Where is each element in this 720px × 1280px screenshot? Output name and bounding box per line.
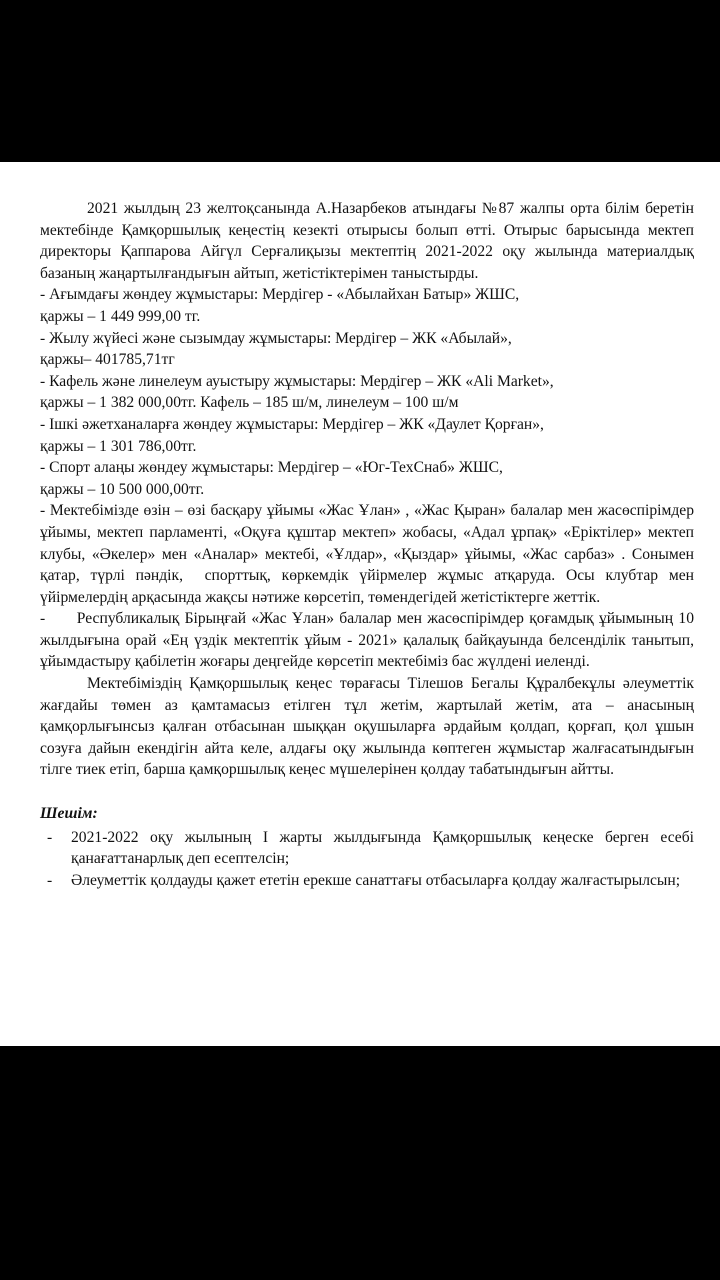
- work-item-line: - Спорт алаңы жөндеу жұмыстары: Мердігер – «Юг-ТехСнаб» ЖШС,: [40, 459, 503, 477]
- work-item-cost: қаржы – 10 500 000,00тг.: [40, 480, 205, 498]
- decision-text: Әлеуметтік қолдауды қажет ететін ерекше санаттағы отбасыларға қолдау жалғастырылсын;: [71, 871, 681, 889]
- intro-paragraph: 2021 жылдың 23 желтоқсанында А.Назарбеков атындағы №87 жалпы орта білім беретін мектебінде Қамқоршылық кеңестің кезекті отырысы болып өтті. Отырыс барысында мектеп директоры Қаппарова Айгүл Серғалиқызы мектептің 2021-2022 оқу жылында материалдық базаның жаңартылғандығын айтып, жетістіктерімен таныстырды.: [40, 200, 694, 282]
- work-item-cost: қаржы – 1 301 786,00тг.: [40, 437, 197, 455]
- chair-paragraph: Мектебіміздің Қамқоршылық кеңес төрағасы Тілешов Бегалы Құралбекұлы әлеуметтік жағдайы төмен аз қамтамасыз етілген тұл жетім, жартылай жетім, ата – анасының қамқорлығынсыз қалған отбасынан шыққан оқушыларға әрдайым қолдап, қорғап, қол ұшын созуға дайын екендігін айта келе, алдағы оқу жылында көптеген жұмыстар жалғасатындығын тілге тиек етіп, барша қамқоршылық кеңес мүшелерінен қолдау табатындығын айтты.: [40, 675, 694, 779]
- work-item-cost: қаржы– 401785,71тг: [40, 351, 175, 369]
- dash-marker: -: [47, 828, 53, 846]
- work-item-cost: қаржы – 1 449 999,00 тг.: [40, 307, 201, 325]
- document-page: [0, 162, 720, 1046]
- decision-text: 2021-2022 оқу жылының І жарты жылдығында Қамқоршылық кеңеске берген есебі қанағаттанарлық деп есептелсін;: [71, 828, 694, 868]
- dash-marker: -: [47, 871, 53, 889]
- decision-item: [40, 827, 694, 870]
- award-paragraph: - Республикалық Бірыңғай «Жас Ұлан» балалар мен жасөспірімдер қоғамдық ұйымының 10 жылдығына орай «Ең үздік мектептік ұйым - 2021» қалалық байқауында белсенділік танытып, ұйымдастыру қабілетін жоғары деңгейде көрсетіп мектебіміз бас жүлдені иеленді.: [40, 610, 698, 671]
- work-item-line: - Жылу жүйесі және сызымдау жұмыстары: Мердігер – ЖК «Абылай»,: [40, 329, 512, 347]
- work-item-line: - Кафель және линелеум ауыстыру жұмыстары: Мердігер – ЖК «Ali Market»,: [40, 372, 554, 390]
- clubs-paragraph: - Мектебімізде өзін – өзі басқару ұйымы «Жас Ұлан» , «Жас Қыран» балалар мен жасөспірімдер ұйымы, мектеп парламенті, «Оқуға құштар мектеп» жобасы, «Адал ұрпақ» «Еріктілер» мектеп клубы, «Әкелер» мен «Аналар» мектебі, «Ұлдар», «Қыздар» ұйымы, «Жас сарбаз» . Сонымен қатар, түрлі пәндік, спорттық, көркемдік үйірмелер жұмыс атқаруда. Осы клубтар мен үйірмелердің арқасында жақсы нәтиже көрсетіп, төмендегідей жетістіктерге жеттік.: [40, 502, 698, 606]
- document-body: [40, 198, 698, 891]
- work-item-cost: қаржы – 1 382 000,00тг. Кафель – 185 ш/м, линелеум – 100 ш/м: [40, 394, 459, 412]
- decision-heading: Шешім:: [40, 805, 98, 823]
- work-item-line: - Ішкі әжетханаларға жөндеу жұмыстары: Мердігер – ЖК «Даулет Қорған»,: [40, 415, 544, 433]
- decision-list: [40, 827, 694, 892]
- decision-item: [40, 870, 694, 892]
- works-list: [40, 284, 694, 500]
- work-item-line: - Ағымдағы жөндеу жұмыстары: Мердігер - «Абылайхан Батыр» ЖШС,: [40, 286, 520, 304]
